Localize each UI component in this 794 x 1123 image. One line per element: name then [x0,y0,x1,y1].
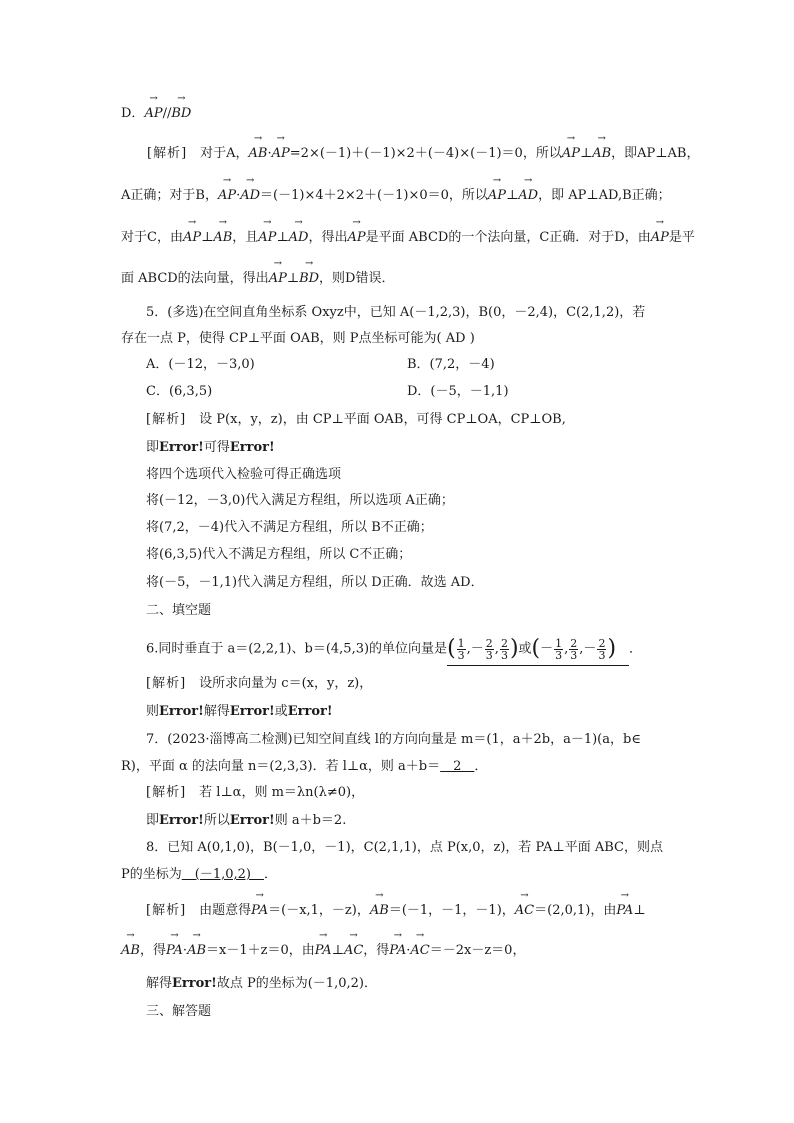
vector: → AB [213,229,232,247]
text: 对于A， [187,146,249,161]
q6-analysis-1 [146,675,372,693]
text: 即 [146,440,160,455]
section-heading-answer: 三、解答题 [146,1004,212,1019]
vector: → AC [344,942,363,960]
vector: → BD [171,105,191,123]
error-text: Error! [229,704,275,719]
text: ，得出 [308,230,348,245]
vector: → AD [240,187,260,205]
text: ，即 AP⊥AD,B正确； [538,188,671,203]
analysis-line-1 [147,145,699,163]
vector: → AP [144,105,162,123]
question-7-line-2: R)，平面 α 的法向量 n＝(2,3,3)．若 l⊥α，则 a＋b＝ 2 ． [121,759,488,774]
vector: → AP [348,229,366,247]
error-text: Error! [159,813,204,828]
option-d [121,105,191,123]
question-5-line-2: 存在一点 P，使得 CP⊥平面 OAB，则 P点坐标可能为( AD ) [121,331,475,346]
text: 对于C，由 [121,230,183,245]
text: ⊥ [579,146,593,161]
q5-analysis-4: 将(－12，－3,0)代入满足方程组，所以选项 A正确； [146,493,454,508]
fraction: $\frac{2}{3}$ [485,636,493,662]
question-8-line-2: P的坐标为 (－1,0,2) ． [121,867,277,882]
analysis-tag: [解析] [146,785,187,800]
answer-blank: (－1,0,2) [181,867,264,882]
vector: → AP [562,145,580,163]
q5-analysis-6: 将(6,3,5)代入不满足方程组，所以 C不正确； [146,547,412,562]
answer-blank: 2 [440,759,475,774]
text: 6.同时垂直于 a＝(2,2,1)、b＝(4,5,3)的单位向量是 [146,641,448,657]
text: 设所求向量为 c＝(x，y，z)， [186,676,373,691]
text: · [267,146,272,161]
text: 是平 [668,230,695,245]
q7-analysis-1 [146,784,364,802]
text: =2×(－1)＋(－1)×2＋(－4)×(－1)＝0，所以 [289,146,562,161]
text: ，即AP⊥AB， [611,146,700,161]
text: ＝(－1)×4＋2×2＋(－1)×0＝0，所以 [260,188,488,203]
q5-analysis-7: 将(－5，－1,1)代入满足方程组，所以 D正确．故选 AD． [146,575,484,590]
error-text: Error! [172,976,217,991]
vector: → AC [515,902,534,920]
error-text: Error! [229,440,275,455]
vector: → PA [389,942,406,960]
vector: → AP [258,229,276,247]
q5-analysis-1 [146,411,566,429]
vector: → PA [315,942,332,960]
analysis-tag: [解析] [146,412,187,427]
vector: → AP [488,187,506,205]
vector: → AB [187,942,206,960]
text: ⊥ [276,230,289,245]
vector: → AP [218,187,236,205]
analysis-tag: [解析] [147,146,188,161]
vector: → AC [410,942,429,960]
question-7-line-1: 7．(2023·淄博高二检测)已知空间直线 l的方向向量是 m＝(1，a＋2b，a－1)(a，b∈ [146,732,641,747]
text: ，则D错误． [319,271,395,286]
error-text: Error! [229,813,275,828]
vector: → AP [272,145,290,163]
text: 面 ABCD的法向量，得出 [121,271,269,286]
text: ，且 [232,230,259,245]
vector: → AP [651,229,669,247]
fraction: $\frac{2}{3}$ [570,636,578,662]
vector: → PA [166,942,183,960]
q7-analysis-2: 即Error!所以Error!则 a＋b＝2. [146,813,347,828]
question-6: 6.同时垂直于 a＝(2,2,1)、b＝(4,5,3)的单位向量是( $\frac{1}{3}$ ,－ $\frac{2}{3}$ , $\frac{2}{3}$ )或(－ $\frac{1}{3}$ , $\frac{2}{3}$ ,－ $\frac{2}{3}$ ) ． [146,634,642,666]
text: ⊥ [506,188,519,203]
vector: → BD [299,270,319,288]
q5-analysis-2 [146,439,275,457]
option-a: A．(－12，－3,0) [146,357,255,372]
question-8-line-1: 8．已知 A(0,1,0)，B(－1,0，－1)，C(2,1,1)，点 P(x,0，z)，若 PA⊥平面 ABC，则点 [146,840,663,855]
q5-analysis-3: 将四个选项代入检验可得正确选项 [146,467,342,482]
fraction: $\frac{1}{3}$ [555,636,563,662]
q6-analysis-2: 则Error!解得Error!或Error! [146,704,333,719]
fraction: $\frac{2}{3}$ [598,636,606,662]
q5-analysis-5: 将(7,2，－4)代入不满足方程组，所以 B不正确； [146,520,433,535]
text: A正确；对于B， [121,188,218,203]
q8-analysis-2: → AB，得→ PA·→ AB＝x－1＋z＝0，由→ PA⊥→ AC，得→ PA·→ AC＝－2x－z＝0， [121,942,525,960]
text: 设 P(x，y，z)，由 CP⊥平面 OAB，可得 CP⊥OA，CP⊥OB, [186,412,566,427]
option-d-q5: D．(－5，－1,1) [407,384,509,399]
text: // [162,106,172,121]
option-b: B．(7,2，－4) [407,357,495,372]
vector: → AB [370,902,389,920]
question-5-line-1: 5．(多选)在空间直角坐标系 Oxyz中，已知 A(－1,2,3)，B(0，－2,4)，C(2,1,2)，若 [146,305,646,320]
text: ⊥ [201,230,214,245]
vector: → AP [183,229,201,247]
vector: → AD [289,229,309,247]
vector: → AB [121,942,140,960]
analysis-line-2 [121,187,671,205]
option-c: C．(6,3,5) [146,384,213,399]
text: 可得 [203,440,230,455]
answer-blank: ( $\frac{1}{3}$ ,－ $\frac{2}{3}$ , $\frac{2}{3}$ )或(－ $\frac{1}{3}$ , $\frac{2}{3}$ ,－ $\frac{2}{3}$ ) [447,634,629,666]
vector: → AB [249,145,268,163]
text: D． [121,106,145,121]
vector: → PA [251,902,268,920]
analysis-line-3 [121,229,695,247]
vector: → AP [269,270,287,288]
error-text: Error! [287,704,333,719]
analysis-line-4 [121,270,394,288]
text: 是平面 ABCD的一个法向量，C正确．对于D，由 [365,230,651,245]
vector: → AB [592,145,611,163]
text: 若 l⊥α，则 m＝λn(λ≠0)， [186,785,365,800]
fraction: $\frac{2}{3}$ [500,636,508,662]
vector: → PA [616,902,633,920]
section-heading-fill: 二、填空题 [146,603,212,618]
fraction: $\frac{1}{3}$ [457,636,465,662]
error-text: Error! [159,704,204,719]
q8-analysis-1: [解析] 由题意得→ PA＝(－x,1，－z)，→ AB＝(－1，－1，－1)，→ AC＝(2,0,1)，由→ PA⊥ [146,902,646,920]
text: ⊥ [286,271,300,286]
analysis-tag: [解析] [146,676,187,691]
error-text: Error! [159,440,204,455]
text: · [236,188,241,203]
vector: → AD [518,187,538,205]
analysis-tag: [解析] [146,903,187,918]
q8-analysis-3: 解得Error!故点 P的坐标为(－1,0,2)． [146,976,377,991]
